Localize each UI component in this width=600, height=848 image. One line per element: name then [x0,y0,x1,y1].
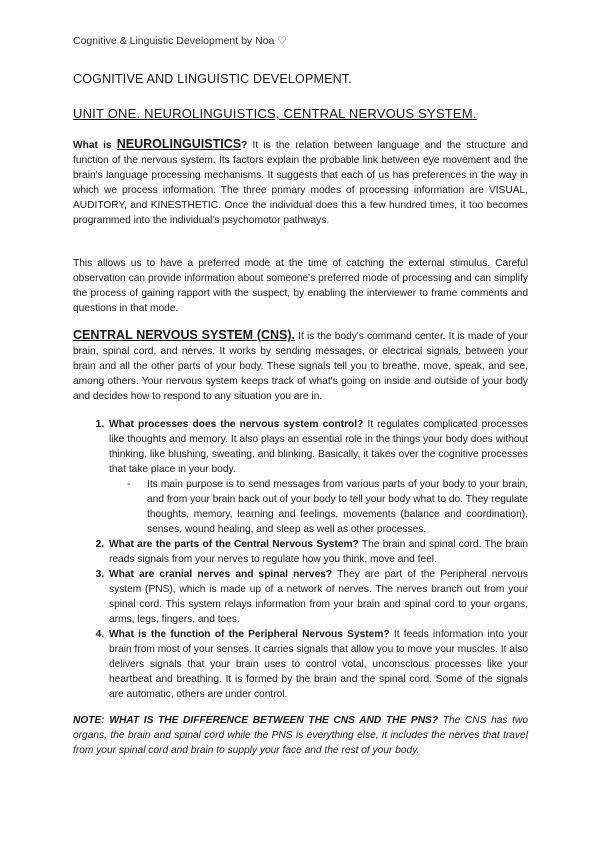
note-head: NOTE: WHAT IS THE DIFFERENCE BETWEEN THE CNS AND THE PNS? [73,715,439,726]
paragraph-cns [73,328,528,404]
document-title: COGNITIVE AND LINGUISTIC DEVELOPMENT. [73,72,352,86]
p1-prefix: What is [73,140,117,151]
note-paragraph [73,713,528,758]
note-body: The CNS has two organs, the brain and spinal cord while the PNS is everything else, it includes the nerves that travel from your spinal cord and brain to supply your face and the rest of your body. [73,715,528,756]
sub-list [109,477,528,537]
p1-term: NEUROLINGUISTICS [116,137,242,151]
list-item [107,417,528,537]
question-body: It feeds information into your brain from most of your senses. It carries signals that allow you to move your muscles. It also delivers signals that your brain uses to control votal, unconscious processes like your heartbeat and breathing. It is formed by the brain and the spinal cord. Some of the signals are automatic, others are under control. [109,629,529,700]
questions-list [73,417,528,702]
question-head: What is the function of the Peripheral Nervous System? [109,629,390,640]
paragraph-preferred-mode: This allows us to have a preferred mode at the time of catching the external stimulus. Careful observation can provide information about someone's preferred mode of processing and can simplify the process of gaining rapport with the suspect, by enabling the interviewer to frame comments and questions in that mode. [73,258,528,314]
paragraph-neurolinguistics [73,137,528,228]
page-header: Cognitive & Linguistic Development by Noa ♡ [73,35,287,47]
unit-title: UNIT ONE. NEUROLINGUISTICS, CENTRAL NERVOUS SYSTEM. [73,106,477,121]
list-item [107,537,528,567]
p3-body: It is the body's command center. It is made of your brain, spinal cord, and nerves. It works by sending messages, or electrical signals, between your brain and all the other parts of your body. These signals tell you to breathe, move, speak, and see, among others. Your nervous system keeps track of what's going on inside and outside of your body and decides how to respond to any situation you are in. [73,331,528,402]
question-head: What are the parts of the Central Nervous System? [109,539,359,550]
list-item [107,627,528,702]
question-head: What are cranial nerves and spinal nerves? [109,569,333,580]
question-body: The brain and spinal cord. The brain reads signals from your nerves to regulate how you think, move and feel. [109,539,528,565]
question-body: It regulates complicated processes like thoughts and memory. It also plays an essential role in the things your body does without thinking, like blushing, sweating, and blinking. Basically, it takes over the cognitive processes that take place in your body. [109,419,528,475]
p1-body: It is the relation between language and the structure and function of the nervous system. Its factors explain the probable link between eye movement and the brain's language processing mechanisms. It suggests that each of us has preferences in the way in which we process information. The three primary modes of processing information are VISUAL, AUDITORY, and KINESTHETIC. Once the individual does this a few hundred times, it too becomes programmed into the individual's psychomotor pathways. [73,140,528,226]
sub-list-item: - Its main purpose is to send messages from various parts of your body to your brain, and from your brain back out of your body to tell your body what to do. They regulate thoughts, memory, learning and feelings, movements (balance and coordination), senses, wound healing, and sleep as well as other processes. [145,477,528,537]
question-head: What processes does the nervous system control? [109,419,364,430]
p1-question-mark: ? [241,140,248,151]
question-body: They are part of the Peripheral nervous system (PNS), which is made up of a network of nerves. The nerves branch out from your spinal cord. This system relays information from your brain and spinal cord to your organs, arms, legs, fingers, and toes. [109,569,528,625]
p3-term: CENTRAL NERVOUS SYSTEM (CNS). [73,328,296,342]
list-item [107,567,528,627]
